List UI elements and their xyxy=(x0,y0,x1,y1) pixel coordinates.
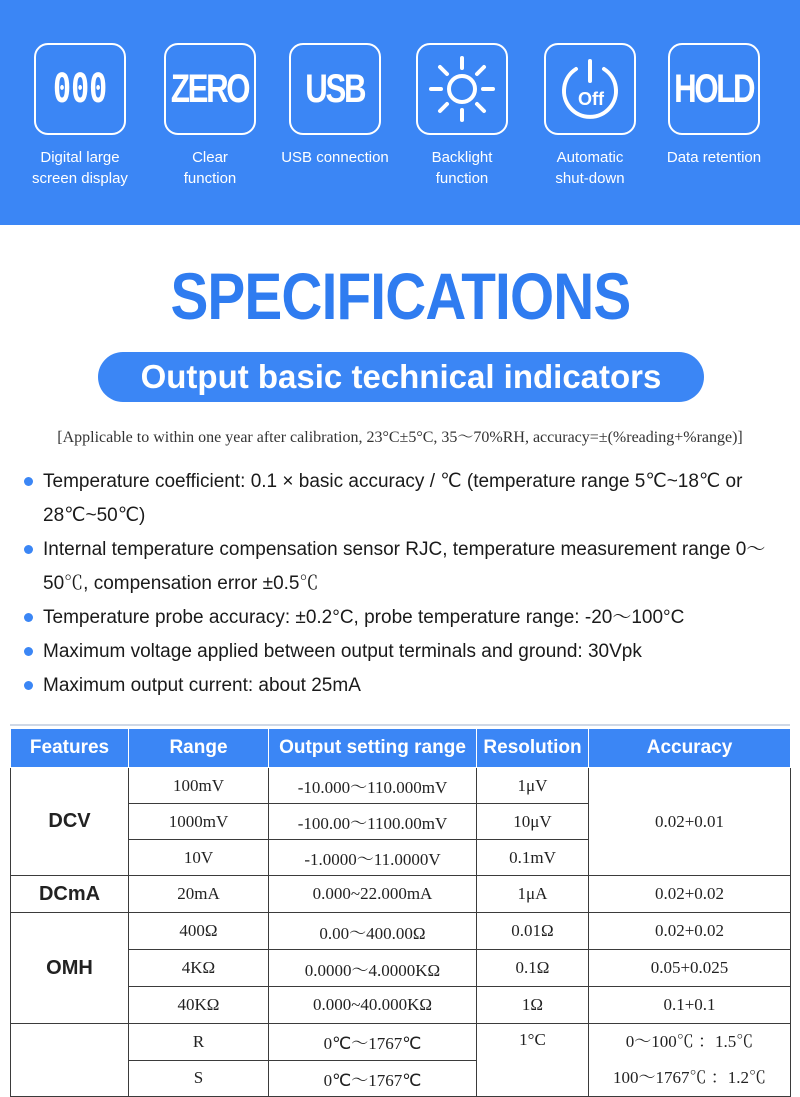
table-row xyxy=(11,913,791,950)
output-cell: 0.000~40.000KΩ xyxy=(269,987,477,1024)
page-title: SPECIFICATIONS xyxy=(170,259,630,333)
output-cell: -100.00～1100.00mV xyxy=(269,804,477,840)
features-banner xyxy=(0,0,800,225)
table-row xyxy=(11,1024,791,1061)
accuracy-cell: 0.02+0.02 xyxy=(589,913,791,950)
usb-icon: USB xyxy=(289,43,381,135)
list-item: Temperature coefficient: 0.1 × basic accuracy / ℃ (temperature range 5℃~18℃ or 28℃~50℃) xyxy=(24,465,784,533)
range-cell: S xyxy=(129,1060,269,1097)
table-header-row xyxy=(11,729,791,768)
calibration-note: [Applicable to within one year after calibration, 23°C±5°C, 35～70%RH, accuracy=±(%reading+%range)] xyxy=(57,429,743,446)
zero-icon: ZERO xyxy=(164,43,256,135)
feature-label: Automatic shut-down xyxy=(555,149,625,187)
resolution-cell: 0.1Ω xyxy=(477,950,589,987)
list-item: Temperature probe accuracy: ±0.2°C, probe temperature range: -20～100°C xyxy=(24,601,784,635)
feature-backlight xyxy=(392,43,532,189)
header-features: Features xyxy=(11,729,129,768)
output-cell: 0.000~22.000mA xyxy=(269,876,477,913)
feature-usb xyxy=(265,43,405,168)
accuracy-cell: 0.05+0.025 xyxy=(589,950,791,987)
output-cell: 0.0000～4.0000KΩ xyxy=(269,950,477,987)
range-cell: 40KΩ xyxy=(129,987,269,1024)
spec-table xyxy=(10,728,791,1097)
feature-label: Data retention xyxy=(666,149,762,166)
bullet-dot-icon xyxy=(24,681,33,690)
feature-cell-omh: OMH xyxy=(11,913,129,1024)
power-glyph xyxy=(554,53,626,125)
list-item: Internal temperature compensation sensor RJC, temperature measurement range 0～50℃, compensation error ±0.5℃ xyxy=(24,533,784,601)
header-accuracy: Accuracy xyxy=(589,729,791,768)
sun-glyph xyxy=(427,54,497,124)
feature-clear xyxy=(140,43,280,189)
range-cell: 4KΩ xyxy=(129,950,269,987)
resolution-cell: 1Ω xyxy=(477,987,589,1024)
accuracy-cell: 0.02+0.01 xyxy=(589,768,791,876)
table-row xyxy=(11,768,791,804)
svg-text:Off: Off xyxy=(578,89,604,109)
spec-bullet-list xyxy=(24,465,784,703)
range-cell: 400Ω xyxy=(129,913,269,950)
feature-auto-shutdown xyxy=(520,43,660,189)
header-output-setting-range: Output setting range xyxy=(269,729,477,768)
hold-icon: HOLD xyxy=(668,43,760,135)
feature-label: Digital large screen display xyxy=(32,149,128,187)
feature-cell-dcma: DCmA xyxy=(11,876,129,913)
accuracy-cell: 0～100℃ ：1.5℃ 100～1767℃ ：1.2℃ xyxy=(589,1024,791,1097)
feature-digital-display xyxy=(10,43,150,189)
feature-cell-dcv: DCV xyxy=(11,768,129,876)
list-item: Maximum output current: about 25mA xyxy=(24,669,784,703)
output-cell: 0℃～1767℃ xyxy=(269,1024,477,1061)
bullet-dot-icon xyxy=(24,545,33,554)
feature-label: USB connection xyxy=(281,149,389,166)
output-cell: -1.0000～11.0000V xyxy=(269,840,477,876)
accuracy-cell: 0.02+0.02 xyxy=(589,876,791,913)
range-cell: R xyxy=(129,1024,269,1061)
resolution-cell: 1°C xyxy=(477,1024,589,1097)
range-cell: 1000mV xyxy=(129,804,269,840)
header-range: Range xyxy=(129,729,269,768)
range-cell: 100mV xyxy=(129,768,269,804)
feature-hold xyxy=(644,43,784,168)
table-row xyxy=(11,876,791,913)
output-cell: 0℃～1767℃ xyxy=(269,1060,477,1097)
feature-label: Clear function xyxy=(183,149,237,187)
resolution-cell: 0.01Ω xyxy=(477,913,589,950)
resolution-cell: 1μV xyxy=(477,768,589,804)
header-resolution: Resolution xyxy=(477,729,589,768)
output-cell: 0.00～400.00Ω xyxy=(269,913,477,950)
section-subtitle: Output basic technical indicators xyxy=(98,352,704,402)
sun-icon xyxy=(416,43,508,135)
table-top-divider xyxy=(10,724,790,726)
resolution-cell: 10μV xyxy=(477,804,589,840)
resolution-cell: 1μA xyxy=(477,876,589,913)
power-off-icon xyxy=(544,43,636,135)
bullet-dot-icon xyxy=(24,613,33,622)
range-cell: 20mA xyxy=(129,876,269,913)
bullet-dot-icon xyxy=(24,647,33,656)
range-cell: 10V xyxy=(129,840,269,876)
list-item: Maximum voltage applied between output terminals and ground: 30Vpk xyxy=(24,635,784,669)
resolution-cell: 0.1mV xyxy=(477,840,589,876)
seven-segment-display-icon: 000 xyxy=(34,43,126,135)
bullet-dot-icon xyxy=(24,477,33,486)
feature-label: Backlight function xyxy=(431,149,493,187)
output-cell: -10.000～110.000mV xyxy=(269,768,477,804)
accuracy-cell: 0.1+0.1 xyxy=(589,987,791,1024)
